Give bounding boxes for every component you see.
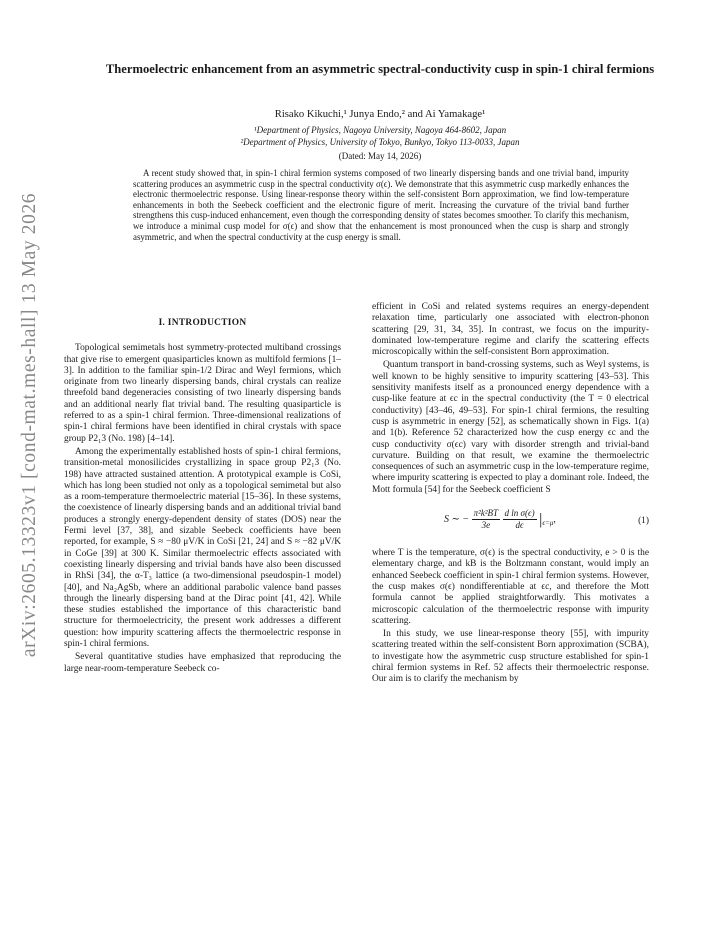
intro-paragraph-2: Among the experimentally established hosts of spin-1 chiral fermions, transition-metal monosilicides crystallizing in space group P2₁3 (No. 198) have attracted sustained attention. A prototypical example is CoSi, which has long been studied not only as a topological semimetal but also as a room-temperature thermoelectric material [15–36]. In these systems, the coexistence of linearly dispersing bands and an additional trivial band produces a strongly energy-dependent density of states (DOS) near the Fermi level [37, 38], and sizable Seebeck coefficients have been reported, for example, S ≈ −80 μV/K in CoSi [21, 24] and S ≈ −82 μV/K in CoGe [39] at 300 K. Similar thermoelectric effects associated with coexisting linearly dispersing and trivial bands have also been discussed in RhSi [34], the α-T₃ lattice (a two-dimensional pseudospin-1 model) [40], and Na₂AgSb, where an additional parabolic valence band passes through the linearly dispersing band at the Dirac point [41, 42]. While these studies established the importance of this characteristic band structure for thermoelectricity, the present work addresses a different question: how impurity scattering affects the thermoelectric response in spin-1 chiral fermions. [64, 446, 341, 650]
arxiv-identifier: arXiv:2605.13323v1 [cond-mat.mes-hall] 13 May 2026 [19, 192, 40, 658]
right-paragraph-3: where T is the temperature, σ(ϵ) is the spectral conductivity, e > 0 is the elementary charge, and kB is the Boltzmann constant, would imply an enhanced Seebeck coefficient in spin-1 chiral fermion systems. However, the cusp makes σ(ϵ) nondifferentiable at ϵc, and therefore the Mott formula cannot be applied straightforwardly. This motivates a microscopic calculation of the thermoelectric response with impurity scattering. [372, 548, 649, 626]
affiliation-2: ²Department of Physics, University of Tokyo, Bunkyo, Tokyo 113-0033, Japan [240, 137, 520, 147]
abstract: A recent study showed that, in spin-1 chiral fermion systems composed of two linearly dispersing bands and one trivial band, impurity scattering produces an asymmetric cusp in the spectral conductivity σ(ϵ). We demonstrate that this asymmetric cusp markedly enhances the electronic thermoelectric response. Using linear-response theory within the self-consistent Born approximation, we find low-temperature enhancements in both the Seebeck coefficient and the electronic figure of merit. Increasing the curvature of the trivial band further strengthens this cusp-induced enhancement, even though the corresponding density of states becomes smoother. To clarify this mechanism, we introduce a minimal cusp model for σ(ϵ) and show that the enhancement is most pronounced when the cusp is sharp and strongly asymmetric, and when the spectral conductivity at the cusp energy is small. [133, 168, 629, 242]
affiliation-1: ¹Department of Physics, Nagoya University, Nagoya 464-8602, Japan [253, 125, 507, 135]
section-heading-introduction: I. INTRODUCTION [158, 318, 247, 328]
equation-number: (1) [638, 516, 649, 527]
right-paragraph-2: Quantum transport in band-crossing systems, such as Weyl systems, is well known to be highly sensitive to impurity scattering [43–53]. This sensitivity manifests itself as a pronounced energy dependence with a cusp-like feature at ϵc in the spectral conductivity (the T = 0 electrical conductivity) [43–46, 49–53]. For spin-1 chiral fermions, the resulting cusp is asymmetric in energy [52], as schematically shown in Figs. 1(a) and 1(b). Reference 52 characterized how the cusp energy ϵc and the cusp conductivity σ(ϵc) vary with disorder strength and trivial-band curvature. Building on that result, we examine the thermoelectric consequences of such an asymmetric cusp in the low-temperature regime, where impurity scattering is expected to play a dominant role. Indeed, the Mott formula [54] for the Seebeck coefficient S [372, 360, 649, 495]
author-list: Risako Kikuchi,¹ Junya Endo,² and Ai Yamakage¹ [274, 109, 486, 120]
intro-paragraph-3: Several quantitative studies have emphasized that reproducing the large near-room-temperature Seebeck co- [64, 652, 341, 674]
equation-lhs: S ∼ − [444, 514, 470, 526]
paper-title: Thermoelectric enhancement from an asymmetric spectral-conductivity cusp in spin-1 chiral fermions [105, 62, 655, 76]
equation-fraction-derivative [503, 508, 537, 532]
date-line: (Dated: May 14, 2026) [338, 151, 422, 161]
equation-derivative-numerator: d ln σ(ϵ) [503, 508, 537, 520]
right-paragraph-1: efficient in CoSi and related systems requires an energy-dependent relaxation time, particularly one associated with electron-phonon scattering [29, 31, 34, 35]. In contrast, we focus on the impurity-dominated low-temperature regime and clarify the scattering effects microscopically within the self-consistent Born approximation. [372, 302, 649, 358]
equation-evaluation-point: ϵ=μ [542, 519, 554, 528]
intro-paragraph-1: Topological semimetals host symmetry-protected multiband crossings that give rise to emergent quasiparticles known as multifold fermions [1–3]. In addition to the familiar spin-1/2 Dirac and Weyl fermions, which originate from two linearly dispersing bands, chiral crystals can realize threefold band degeneracies consisting of two linearly dispersing bands and an additional nearly flat trivial band. The resulting quasiparticle is referred to as a spin-1 chiral fermion. Three-dimensional realizations of spin-1 chiral fermions have been identified in chiral crystals with space group P2₁3 (No. 198) [4–14]. [64, 343, 341, 444]
right-column [372, 302, 649, 688]
arxiv-sidebar-stamp [10, 192, 50, 658]
equation-prefactor-denominator: 3e [481, 520, 491, 531]
equation-prefactor-numerator: π²k²BT [472, 508, 500, 520]
equation-derivative-denominator: dϵ [515, 520, 524, 531]
left-column [64, 318, 341, 677]
equation-1: S ∼ − $\frac{\text{π²k²BT}}{3e}$ $\frac{\text{d ln σ(ϵ)}}{d\epsilon}$ $|_{\epsilon=\mu}$, (1) [444, 508, 649, 531]
equation-fraction-prefactor [472, 508, 500, 532]
right-paragraph-4: In this study, we use linear-response theory [55], with impurity scattering treated within the self-consistent Born approximation (SCBA), to investigate how the asymmetric cusp structure established for spin-1 chiral fermion systems in Ref. 52 affects their thermoelectric response. Our aim is to clarify the mechanism by [372, 629, 649, 685]
